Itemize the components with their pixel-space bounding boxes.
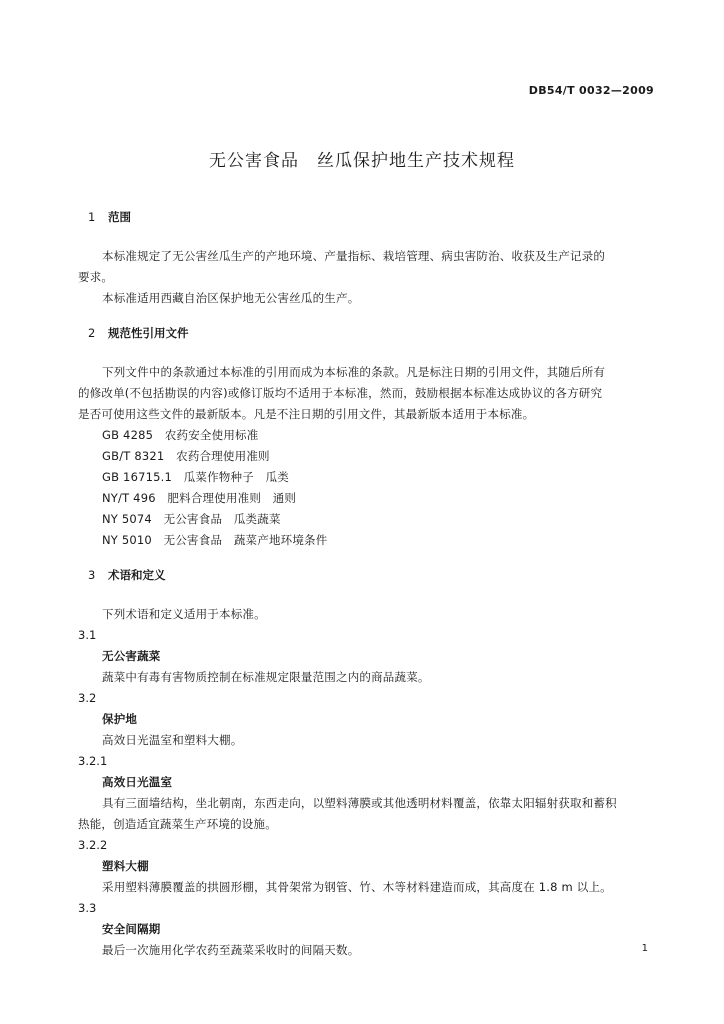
term-definition: 热能，创造适宜蔬菜生产环境的设施。: [78, 817, 277, 831]
clause-number: 3.2.2: [78, 838, 108, 852]
paragraph-line: 要求。: [78, 270, 114, 284]
term-definition: 高效日光温室和塑料大棚。: [102, 733, 243, 747]
section-title: 规范性引用文件: [108, 326, 189, 340]
reference-item: GB 4285 农药安全使用标准: [102, 428, 259, 442]
section-number: 2: [88, 326, 96, 340]
term-name: 保护地: [102, 712, 138, 726]
term-definition: 蔬菜中有毒有害物质控制在标准规定限量范围之内的商品蔬菜。: [102, 670, 430, 684]
section-number: 1: [88, 210, 96, 224]
clause-number: 3.1: [78, 628, 97, 642]
term-definition: 具有三面墙结构，坐北朝南，东西走向，以塑料薄膜或其他透明材料覆盖，依靠太阳辐射获取和蓄积: [102, 796, 617, 810]
term-definition: 采用塑料薄膜覆盖的拱圆形棚，其骨架常为钢管、竹、木等材料建造而成，其高度在 1.8 m 以上。: [102, 880, 612, 894]
section-title: 范围: [108, 210, 131, 224]
paragraph-line: 下列术语和定义适用于本标准。: [102, 607, 266, 621]
term-name: 塑料大棚: [102, 859, 149, 873]
page-number: 1: [641, 943, 648, 954]
section-2-heading: [88, 323, 658, 344]
clause-number: 3.2: [78, 691, 97, 705]
term-name: 高效日光温室: [102, 775, 173, 789]
clause-number: 3.2.1: [78, 754, 108, 768]
reference-item: NY 5010 无公害食品 蔬菜产地环境条件: [102, 533, 328, 547]
standard-code: DB54/T 0032—2009: [528, 84, 654, 97]
section-3-heading: [88, 565, 658, 586]
section-1-heading: [88, 207, 658, 228]
term-name: 安全间隔期: [102, 922, 161, 936]
clause-number: 3.3: [78, 901, 97, 915]
reference-item: NY/T 496 肥料合理使用准则 通则: [102, 491, 297, 505]
section-title: 术语和定义: [108, 568, 166, 582]
reference-item: GB/T 8321 农药合理使用准则: [102, 449, 270, 463]
document-title: 无公害食品 丝瓜保护地生产技术规程: [209, 151, 515, 171]
paragraph-line: 的修改单(不包括勘误的内容)或修订版均不适用于本标准，然而，鼓励根据本标准达成协议的各方研究: [78, 386, 603, 400]
paragraph-line: 是否可使用这些文件的最新版本。凡是不注日期的引用文件，其最新版本适用于本标准。: [78, 407, 535, 421]
reference-item: NY 5074 无公害食品 瓜类蔬菜: [102, 512, 281, 526]
term-definition: 最后一次施用化学农药至蔬菜采收时的间隔天数。: [102, 943, 360, 957]
reference-item: GB 16715.1 瓜菜作物种子 瓜类: [102, 470, 290, 484]
paragraph-line: 本标准规定了无公害丝瓜生产的产地环境、产量指标、栽培管理、病虫害防治、收获及生产记录的: [102, 249, 606, 263]
paragraph-line: 下列文件中的条款通过本标准的引用而成为本标准的条款。凡是标注日期的引用文件，其随后所有: [102, 365, 606, 379]
section-number: 3: [88, 568, 96, 582]
document-body: [78, 207, 658, 961]
paragraph-line: 本标准适用西藏自治区保护地无公害丝瓜的生产。: [102, 291, 360, 305]
normative-references-list: [78, 425, 658, 551]
term-name: 无公害蔬菜: [102, 649, 161, 663]
